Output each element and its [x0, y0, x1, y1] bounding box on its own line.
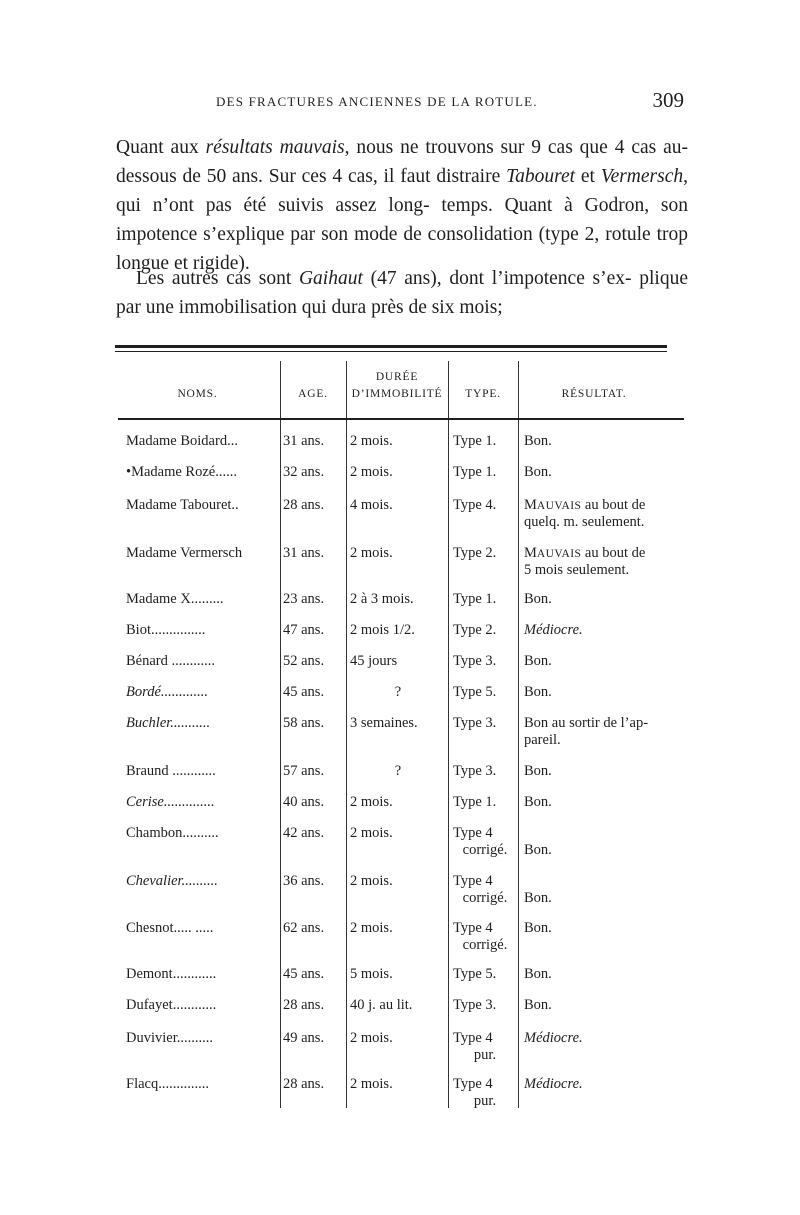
row-name: Madame Vermersch [126, 545, 243, 561]
row-duree: 40 j. au lit. [350, 997, 413, 1013]
header-duree-2: D’IMMOBILITÉ [351, 388, 443, 400]
table-top-rule [115, 345, 667, 348]
row-duree: 2 mois. [350, 794, 393, 810]
row-name: Flacq.............. [126, 1076, 209, 1092]
row-duree: 2 mois. [350, 464, 393, 480]
row-duree: 2 mois. [350, 920, 393, 936]
column-divider [448, 361, 449, 1108]
row-result: quelq. m. seulement. [524, 514, 645, 530]
row-age: 28 ans. [283, 997, 325, 1013]
row-type: Type 2. [453, 545, 497, 561]
row-result: Bon. [524, 653, 552, 669]
row-duree: 2 mois. [350, 1076, 393, 1092]
row-name: Madame X......... [126, 591, 224, 607]
row-name: Duvivier.......... [126, 1030, 213, 1046]
header-duree-1: DURÉE [375, 371, 419, 383]
row-duree: 2 à 3 mois. [350, 591, 414, 607]
header-age: AGE. [298, 388, 328, 400]
row-age: 31 ans. [283, 545, 325, 561]
row-name: Biot............... [126, 622, 206, 638]
row-age: 57 ans. [283, 763, 325, 779]
paragraph-2 [116, 264, 688, 322]
result-smallcaps: MAUVAIS [524, 545, 582, 561]
row-result: Bon. [524, 763, 552, 779]
row-age: 47 ans. [283, 622, 325, 638]
row-type: Type 4 [453, 873, 493, 889]
row-name: Cerise.............. [126, 794, 215, 810]
row-name: Dufayet............ [126, 997, 217, 1013]
row-result: Bon. [524, 591, 552, 607]
row-duree: 45 jours [350, 653, 398, 669]
row-result: Médiocre. [524, 1030, 583, 1046]
row-duree: ? [394, 684, 402, 700]
row-name: Madame Tabouret.. [126, 497, 239, 513]
row-age: 28 ans. [283, 497, 325, 513]
row-result: Bon. [524, 842, 552, 858]
row-duree: 2 mois. [350, 873, 393, 889]
paragraph-segment: que 4 cas au-dessous de 50 ans. Sur ces 4 cas, il faut distraire [116, 137, 689, 187]
row-type: pur. [473, 1047, 497, 1063]
row-type: Type 5. [453, 966, 497, 982]
row-duree: 2 mois. [350, 545, 393, 561]
row-type: Type 1. [453, 433, 497, 449]
row-type: Type 1. [453, 464, 497, 480]
row-type: Type 4 [453, 825, 493, 841]
row-age: 28 ans. [283, 1076, 325, 1092]
row-type: corrigé. [462, 842, 508, 858]
row-result: Bon. [524, 966, 552, 982]
paragraph-segment: et [575, 166, 601, 187]
row-result: Bon. [524, 997, 552, 1013]
row-result: Médiocre. [524, 1076, 583, 1092]
row-duree: 2 mois. [350, 433, 393, 449]
row-name: Bordé............. [126, 684, 209, 700]
paragraph-segment: résultats mauvais [205, 137, 345, 158]
header-bottom-rule [118, 418, 684, 420]
row-result: Bon. [524, 794, 552, 810]
paragraph-segment: plique par une immobilisation qui dura près de six mois; [116, 268, 689, 318]
table-top-rule-thin [115, 351, 667, 352]
paragraph-segment: , qui n’ont pas été suivis assez long- [116, 166, 689, 216]
row-type: Type 3. [453, 715, 497, 731]
row-type: Type 3. [453, 763, 497, 779]
row-type: corrigé. [462, 890, 508, 906]
running-header [118, 88, 688, 116]
row-age: 42 ans. [283, 825, 325, 841]
row-result: Médiocre. [524, 622, 583, 638]
page-number: 309 [652, 88, 684, 112]
row-age: 40 ans. [283, 794, 325, 810]
header-noms: NOMS. [177, 388, 218, 400]
result-text: au bout de [581, 545, 646, 561]
paragraph-segment: temps. Quant à Godron, son impotence s’explique par son mode [116, 195, 688, 245]
row-name: Buchler........... [126, 715, 211, 731]
row-age: 31 ans. [283, 433, 325, 449]
row-age: 45 ans. [283, 684, 325, 700]
row-result: Bon. [524, 920, 552, 936]
row-type: Type 3. [453, 997, 497, 1013]
header-resultat: RÉSULTAT. [561, 388, 627, 400]
row-name: Madame Boidard... [126, 433, 238, 449]
row-result: 5 mois seulement. [524, 562, 630, 578]
row-age: 49 ans. [283, 1030, 325, 1046]
row-age: 36 ans. [283, 873, 325, 889]
paragraph-segment: Quant aux [116, 137, 206, 158]
row-type: Type 1. [453, 591, 497, 607]
row-result [524, 497, 645, 515]
paragraph-segment: Gaihaut [298, 268, 363, 289]
result-text: au bout de [581, 497, 646, 513]
row-duree: 2 mois. [350, 825, 393, 841]
row-name: Chevalier.......... [126, 873, 218, 889]
row-name: Bénard ............ [126, 653, 215, 669]
row-duree: 3 semaines. [350, 715, 418, 731]
paragraph-segment: Vermersch [600, 166, 684, 187]
row-type: Type 3. [453, 653, 497, 669]
row-type: Type 4 [453, 920, 493, 936]
paragraph-segment: Tabouret [506, 166, 576, 187]
row-age: 52 ans. [283, 653, 325, 669]
row-type: pur. [473, 1093, 497, 1109]
row-age: 32 ans. [283, 464, 325, 480]
row-age: 45 ans. [283, 966, 325, 982]
row-type: Type 1. [453, 794, 497, 810]
row-name: Chambon.......... [126, 825, 219, 841]
header-type: TYPE. [465, 388, 501, 400]
row-type: Type 4. [453, 497, 497, 513]
paragraph-segment: , nous ne trouvons sur 9 cas [344, 137, 573, 158]
row-result: pareil. [524, 732, 561, 748]
row-name: Braund ............ [126, 763, 216, 779]
row-type: Type 5. [453, 684, 497, 700]
row-duree: 2 mois. [350, 1030, 393, 1046]
row-result [524, 545, 645, 563]
row-duree: 2 mois 1/2. [350, 622, 415, 638]
paragraph-1 [116, 133, 688, 278]
row-type: Type 2. [453, 622, 497, 638]
column-divider [518, 361, 519, 1108]
row-type: Type 4 [453, 1076, 493, 1092]
row-duree: 4 mois. [350, 497, 393, 513]
row-age: 62 ans. [283, 920, 325, 936]
result-smallcaps: MAUVAIS [524, 497, 582, 513]
row-type: corrigé. [462, 937, 508, 953]
paragraph-segment: Les autres cas sont [136, 268, 299, 289]
row-age: 23 ans. [283, 591, 325, 607]
column-divider [280, 361, 281, 1108]
row-name: •Madame Rozé...... [126, 464, 237, 480]
row-duree: ? [394, 763, 402, 779]
row-result: Bon. [524, 684, 552, 700]
row-result: Bon au sortir de l’ap- [524, 715, 649, 731]
row-age: 58 ans. [283, 715, 325, 731]
row-type: Type 4 [453, 1030, 493, 1046]
row-result: Bon. [524, 890, 552, 906]
row-name: Demont............ [126, 966, 217, 982]
paragraph-segment: de consolidation (type 2, rotule trop longue et rigide). [116, 224, 689, 274]
row-result: Bon. [524, 464, 552, 480]
row-duree: 5 mois. [350, 966, 393, 982]
row-name: Chesnot..... ..... [126, 920, 214, 936]
paragraph-segment: (47 ans), dont l’impotence s’ex- [362, 268, 632, 289]
column-divider [346, 361, 347, 1108]
running-title: DES FRACTURES ANCIENNES DE LA ROTULE. [216, 94, 538, 109]
row-result: Bon. [524, 433, 552, 449]
